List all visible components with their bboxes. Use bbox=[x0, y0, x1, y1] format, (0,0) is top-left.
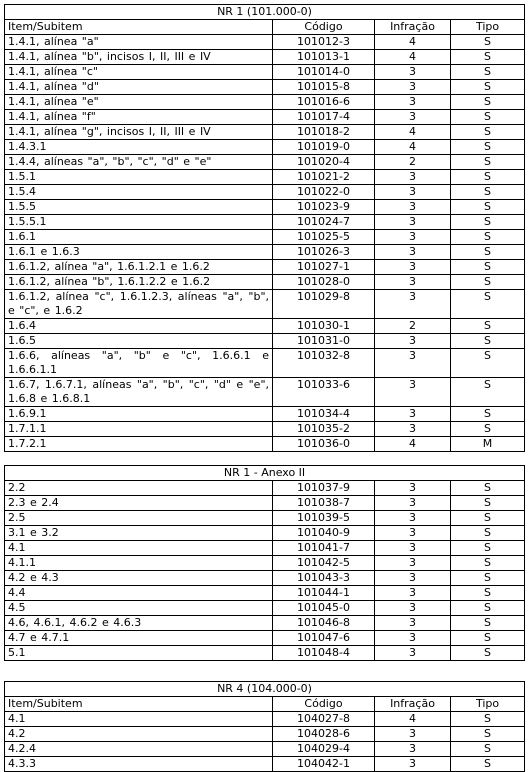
item-cell: 2.3 e 2.4 bbox=[5, 496, 273, 511]
code-cell: 101040-9 bbox=[273, 526, 375, 541]
infraction-cell: 4 bbox=[375, 50, 451, 65]
infraction-cell: 3 bbox=[375, 631, 451, 646]
table-row bbox=[5, 631, 525, 646]
infraction-cell: 3 bbox=[375, 422, 451, 437]
infraction-cell: 4 bbox=[375, 35, 451, 50]
item-cell: 4.1.1 bbox=[5, 556, 273, 571]
column-header-item: Item/Subitem bbox=[5, 20, 273, 35]
table-row bbox=[5, 275, 525, 290]
infraction-cell: 4 bbox=[375, 125, 451, 140]
type-cell: S bbox=[451, 35, 525, 50]
infraction-cell: 3 bbox=[375, 170, 451, 185]
code-cell: 101039-5 bbox=[273, 511, 375, 526]
table-row bbox=[5, 742, 525, 757]
infraction-cell: 2 bbox=[375, 155, 451, 170]
infraction-cell: 4 bbox=[375, 140, 451, 155]
code-cell: 104042-1 bbox=[273, 757, 375, 772]
table-row bbox=[5, 571, 525, 586]
item-cell: 1.4.1, alínea "d" bbox=[5, 80, 273, 95]
type-cell: S bbox=[451, 110, 525, 125]
column-header-type: Tipo bbox=[451, 20, 525, 35]
item-cell: 1.4.1, alínea "c" bbox=[5, 65, 273, 80]
table-row bbox=[5, 349, 525, 378]
infraction-cell: 3 bbox=[375, 481, 451, 496]
item-cell: 1.7.2.1 bbox=[5, 437, 273, 452]
code-cell: 101023-9 bbox=[273, 200, 375, 215]
code-cell: 101048-4 bbox=[273, 646, 375, 661]
table-row bbox=[5, 511, 525, 526]
infraction-cell: 3 bbox=[375, 586, 451, 601]
table-row bbox=[5, 437, 525, 452]
type-cell: S bbox=[451, 230, 525, 245]
code-cell: 101028-0 bbox=[273, 275, 375, 290]
type-cell: S bbox=[451, 407, 525, 422]
nr1-table bbox=[4, 4, 525, 452]
table-row bbox=[5, 185, 525, 200]
type-cell: S bbox=[451, 200, 525, 215]
table-row bbox=[5, 601, 525, 616]
type-cell: S bbox=[451, 140, 525, 155]
table-row bbox=[5, 319, 525, 334]
type-cell: S bbox=[451, 80, 525, 95]
code-cell: 101037-9 bbox=[273, 481, 375, 496]
infraction-cell: 3 bbox=[375, 185, 451, 200]
code-cell: 104028-6 bbox=[273, 727, 375, 742]
code-cell: 101047-6 bbox=[273, 631, 375, 646]
table-row bbox=[5, 556, 525, 571]
infraction-cell: 4 bbox=[375, 712, 451, 727]
type-cell: S bbox=[451, 260, 525, 275]
table-row bbox=[5, 35, 525, 50]
item-cell: 1.6.1.2, alínea "a", 1.6.1.2.1 e 1.6.2 bbox=[5, 260, 273, 275]
table-row bbox=[5, 215, 525, 230]
table-row bbox=[5, 712, 525, 727]
code-cell: 101016-6 bbox=[273, 95, 375, 110]
infraction-cell: 3 bbox=[375, 95, 451, 110]
code-cell: 104029-4 bbox=[273, 742, 375, 757]
item-cell: 1.4.1, alínea "b", incisos I, II, III e IV bbox=[5, 50, 273, 65]
infraction-cell: 3 bbox=[375, 245, 451, 260]
table-row bbox=[5, 526, 525, 541]
code-cell: 101034-4 bbox=[273, 407, 375, 422]
table-title: NR 1 - Anexo II bbox=[5, 466, 525, 481]
code-cell: 101033-6 bbox=[273, 378, 375, 407]
type-cell: S bbox=[451, 422, 525, 437]
nr4-table bbox=[4, 681, 525, 772]
infraction-cell: 3 bbox=[375, 215, 451, 230]
header-row bbox=[5, 20, 525, 35]
type-cell: M bbox=[451, 437, 525, 452]
infraction-cell: 3 bbox=[375, 511, 451, 526]
code-cell: 101022-0 bbox=[273, 185, 375, 200]
table-row bbox=[5, 646, 525, 661]
item-cell: 1.4.3.1 bbox=[5, 140, 273, 155]
type-cell: S bbox=[451, 586, 525, 601]
type-cell: S bbox=[451, 349, 525, 378]
table-title: NR 1 (101.000-0) bbox=[5, 5, 525, 20]
type-cell: S bbox=[451, 481, 525, 496]
item-cell: 4.4 bbox=[5, 586, 273, 601]
code-cell: 101030-1 bbox=[273, 319, 375, 334]
item-cell: 1.6.9.1 bbox=[5, 407, 273, 422]
type-cell: S bbox=[451, 526, 525, 541]
table-title: NR 4 (104.000-0) bbox=[5, 682, 525, 697]
table-row bbox=[5, 334, 525, 349]
code-cell: 101031-0 bbox=[273, 334, 375, 349]
item-cell: 1.5.1 bbox=[5, 170, 273, 185]
code-cell: 101018-2 bbox=[273, 125, 375, 140]
item-cell: 1.6.1.2, alínea "c", 1.6.1.2.3, alíneas "a", "b", e "c", e 1.6.2 bbox=[5, 290, 273, 319]
infraction-cell: 3 bbox=[375, 230, 451, 245]
infraction-cell: 3 bbox=[375, 65, 451, 80]
column-header-infraction: Infração bbox=[375, 20, 451, 35]
code-cell: 101035-2 bbox=[273, 422, 375, 437]
type-cell: S bbox=[451, 319, 525, 334]
table-row bbox=[5, 95, 525, 110]
infraction-cell: 3 bbox=[375, 407, 451, 422]
code-cell: 101021-2 bbox=[273, 170, 375, 185]
item-cell: 1.6.1 e 1.6.3 bbox=[5, 245, 273, 260]
item-cell: 1.5.4 bbox=[5, 185, 273, 200]
item-cell: 1.4.1, alínea "g", incisos I, II, III e IV bbox=[5, 125, 273, 140]
item-cell: 4.2 bbox=[5, 727, 273, 742]
code-cell: 104027-8 bbox=[273, 712, 375, 727]
infraction-cell: 3 bbox=[375, 378, 451, 407]
infraction-cell: 2 bbox=[375, 319, 451, 334]
item-cell: 4.2 e 4.3 bbox=[5, 571, 273, 586]
infraction-cell: 3 bbox=[375, 526, 451, 541]
item-cell: 1.6.1 bbox=[5, 230, 273, 245]
infraction-cell: 3 bbox=[375, 334, 451, 349]
column-header-code: Código bbox=[273, 697, 375, 712]
type-cell: S bbox=[451, 378, 525, 407]
table-row bbox=[5, 200, 525, 215]
table-row bbox=[5, 65, 525, 80]
table-row bbox=[5, 496, 525, 511]
table-row bbox=[5, 541, 525, 556]
item-cell: 1.4.1, alínea "e" bbox=[5, 95, 273, 110]
type-cell: S bbox=[451, 215, 525, 230]
type-cell: S bbox=[451, 571, 525, 586]
item-cell: 1.4.1, alínea "a" bbox=[5, 35, 273, 50]
table-row bbox=[5, 290, 525, 319]
code-cell: 101044-1 bbox=[273, 586, 375, 601]
code-cell: 101032-8 bbox=[273, 349, 375, 378]
code-cell: 101014-0 bbox=[273, 65, 375, 80]
code-cell: 101012-3 bbox=[273, 35, 375, 50]
code-cell: 101017-4 bbox=[273, 110, 375, 125]
type-cell: S bbox=[451, 556, 525, 571]
item-cell: 4.3.3 bbox=[5, 757, 273, 772]
item-cell: 4.5 bbox=[5, 601, 273, 616]
code-cell: 101042-5 bbox=[273, 556, 375, 571]
infraction-cell: 3 bbox=[375, 556, 451, 571]
item-cell: 4.2.4 bbox=[5, 742, 273, 757]
code-cell: 101019-0 bbox=[273, 140, 375, 155]
type-cell: S bbox=[451, 125, 525, 140]
code-cell: 101024-7 bbox=[273, 215, 375, 230]
table-row bbox=[5, 727, 525, 742]
item-cell: 1.6.4 bbox=[5, 319, 273, 334]
table-row bbox=[5, 378, 525, 407]
infraction-cell: 3 bbox=[375, 275, 451, 290]
infraction-cell: 3 bbox=[375, 742, 451, 757]
infraction-cell: 3 bbox=[375, 601, 451, 616]
code-cell: 101046-8 bbox=[273, 616, 375, 631]
nr1-anexo-ii-table bbox=[4, 465, 525, 661]
infraction-cell: 3 bbox=[375, 200, 451, 215]
infraction-cell: 3 bbox=[375, 757, 451, 772]
item-cell: 2.2 bbox=[5, 481, 273, 496]
column-header-infraction: Infração bbox=[375, 697, 451, 712]
item-cell: 4.6, 4.6.1, 4.6.2 e 4.6.3 bbox=[5, 616, 273, 631]
item-cell: 2.5 bbox=[5, 511, 273, 526]
type-cell: S bbox=[451, 757, 525, 772]
infraction-cell: 3 bbox=[375, 616, 451, 631]
item-cell: 4.1 bbox=[5, 712, 273, 727]
infraction-cell: 3 bbox=[375, 646, 451, 661]
code-cell: 101038-7 bbox=[273, 496, 375, 511]
item-cell: 1.5.5 bbox=[5, 200, 273, 215]
table-row bbox=[5, 125, 525, 140]
column-header-type: Tipo bbox=[451, 697, 525, 712]
table-row bbox=[5, 586, 525, 601]
table-row bbox=[5, 80, 525, 95]
type-cell: S bbox=[451, 334, 525, 349]
code-cell: 101025-5 bbox=[273, 230, 375, 245]
infraction-cell: 3 bbox=[375, 349, 451, 378]
type-cell: S bbox=[451, 616, 525, 631]
column-header-code: Código bbox=[273, 20, 375, 35]
code-cell: 101029-8 bbox=[273, 290, 375, 319]
type-cell: S bbox=[451, 727, 525, 742]
type-cell: S bbox=[451, 511, 525, 526]
code-cell: 101026-3 bbox=[273, 245, 375, 260]
item-cell: 1.5.5.1 bbox=[5, 215, 273, 230]
code-cell: 101027-1 bbox=[273, 260, 375, 275]
type-cell: S bbox=[451, 245, 525, 260]
table-row bbox=[5, 230, 525, 245]
infraction-cell: 3 bbox=[375, 727, 451, 742]
infraction-cell: 4 bbox=[375, 437, 451, 452]
type-cell: S bbox=[451, 541, 525, 556]
item-cell: 1.6.6, alíneas "a", "b" e "c", 1.6.6.1 e 1.6.6.1.1 bbox=[5, 349, 273, 378]
item-cell: 1.7.1.1 bbox=[5, 422, 273, 437]
item-cell: 4.7 e 4.7.1 bbox=[5, 631, 273, 646]
code-cell: 101043-3 bbox=[273, 571, 375, 586]
infraction-cell: 3 bbox=[375, 290, 451, 319]
code-cell: 101013-1 bbox=[273, 50, 375, 65]
type-cell: S bbox=[451, 155, 525, 170]
infraction-cell: 3 bbox=[375, 110, 451, 125]
table-row bbox=[5, 110, 525, 125]
code-cell: 101045-0 bbox=[273, 601, 375, 616]
infraction-cell: 3 bbox=[375, 260, 451, 275]
table-row bbox=[5, 407, 525, 422]
code-cell: 101015-8 bbox=[273, 80, 375, 95]
type-cell: S bbox=[451, 95, 525, 110]
table-row bbox=[5, 245, 525, 260]
infraction-cell: 3 bbox=[375, 571, 451, 586]
infraction-cell: 3 bbox=[375, 496, 451, 511]
type-cell: S bbox=[451, 170, 525, 185]
table-row bbox=[5, 481, 525, 496]
item-cell: 5.1 bbox=[5, 646, 273, 661]
table-row bbox=[5, 260, 525, 275]
type-cell: S bbox=[451, 65, 525, 80]
type-cell: S bbox=[451, 275, 525, 290]
table-row bbox=[5, 50, 525, 65]
type-cell: S bbox=[451, 601, 525, 616]
item-cell: 1.6.1.2, alínea "b", 1.6.1.2.2 e 1.6.2 bbox=[5, 275, 273, 290]
item-cell: 3.1 e 3.2 bbox=[5, 526, 273, 541]
column-header-item: Item/Subitem bbox=[5, 697, 273, 712]
type-cell: S bbox=[451, 290, 525, 319]
type-cell: S bbox=[451, 50, 525, 65]
type-cell: S bbox=[451, 185, 525, 200]
type-cell: S bbox=[451, 496, 525, 511]
item-cell: 1.4.4, alíneas "a", "b", "c", "d" e "e" bbox=[5, 155, 273, 170]
type-cell: S bbox=[451, 712, 525, 727]
type-cell: S bbox=[451, 631, 525, 646]
table-row bbox=[5, 155, 525, 170]
table-row bbox=[5, 422, 525, 437]
item-cell: 1.4.1, alínea "f" bbox=[5, 110, 273, 125]
type-cell: S bbox=[451, 646, 525, 661]
item-cell: 1.6.7, 1.6.7.1, alíneas "a", "b", "c", "d" e "e", 1.6.8 e 1.6.8.1 bbox=[5, 378, 273, 407]
infraction-cell: 3 bbox=[375, 541, 451, 556]
code-cell: 101041-7 bbox=[273, 541, 375, 556]
infraction-cell: 3 bbox=[375, 80, 451, 95]
code-cell: 101020-4 bbox=[273, 155, 375, 170]
code-cell: 101036-0 bbox=[273, 437, 375, 452]
table-row bbox=[5, 140, 525, 155]
table-row bbox=[5, 616, 525, 631]
header-row bbox=[5, 697, 525, 712]
table-row bbox=[5, 170, 525, 185]
type-cell: S bbox=[451, 742, 525, 757]
table-row bbox=[5, 757, 525, 772]
item-cell: 1.6.5 bbox=[5, 334, 273, 349]
item-cell: 4.1 bbox=[5, 541, 273, 556]
